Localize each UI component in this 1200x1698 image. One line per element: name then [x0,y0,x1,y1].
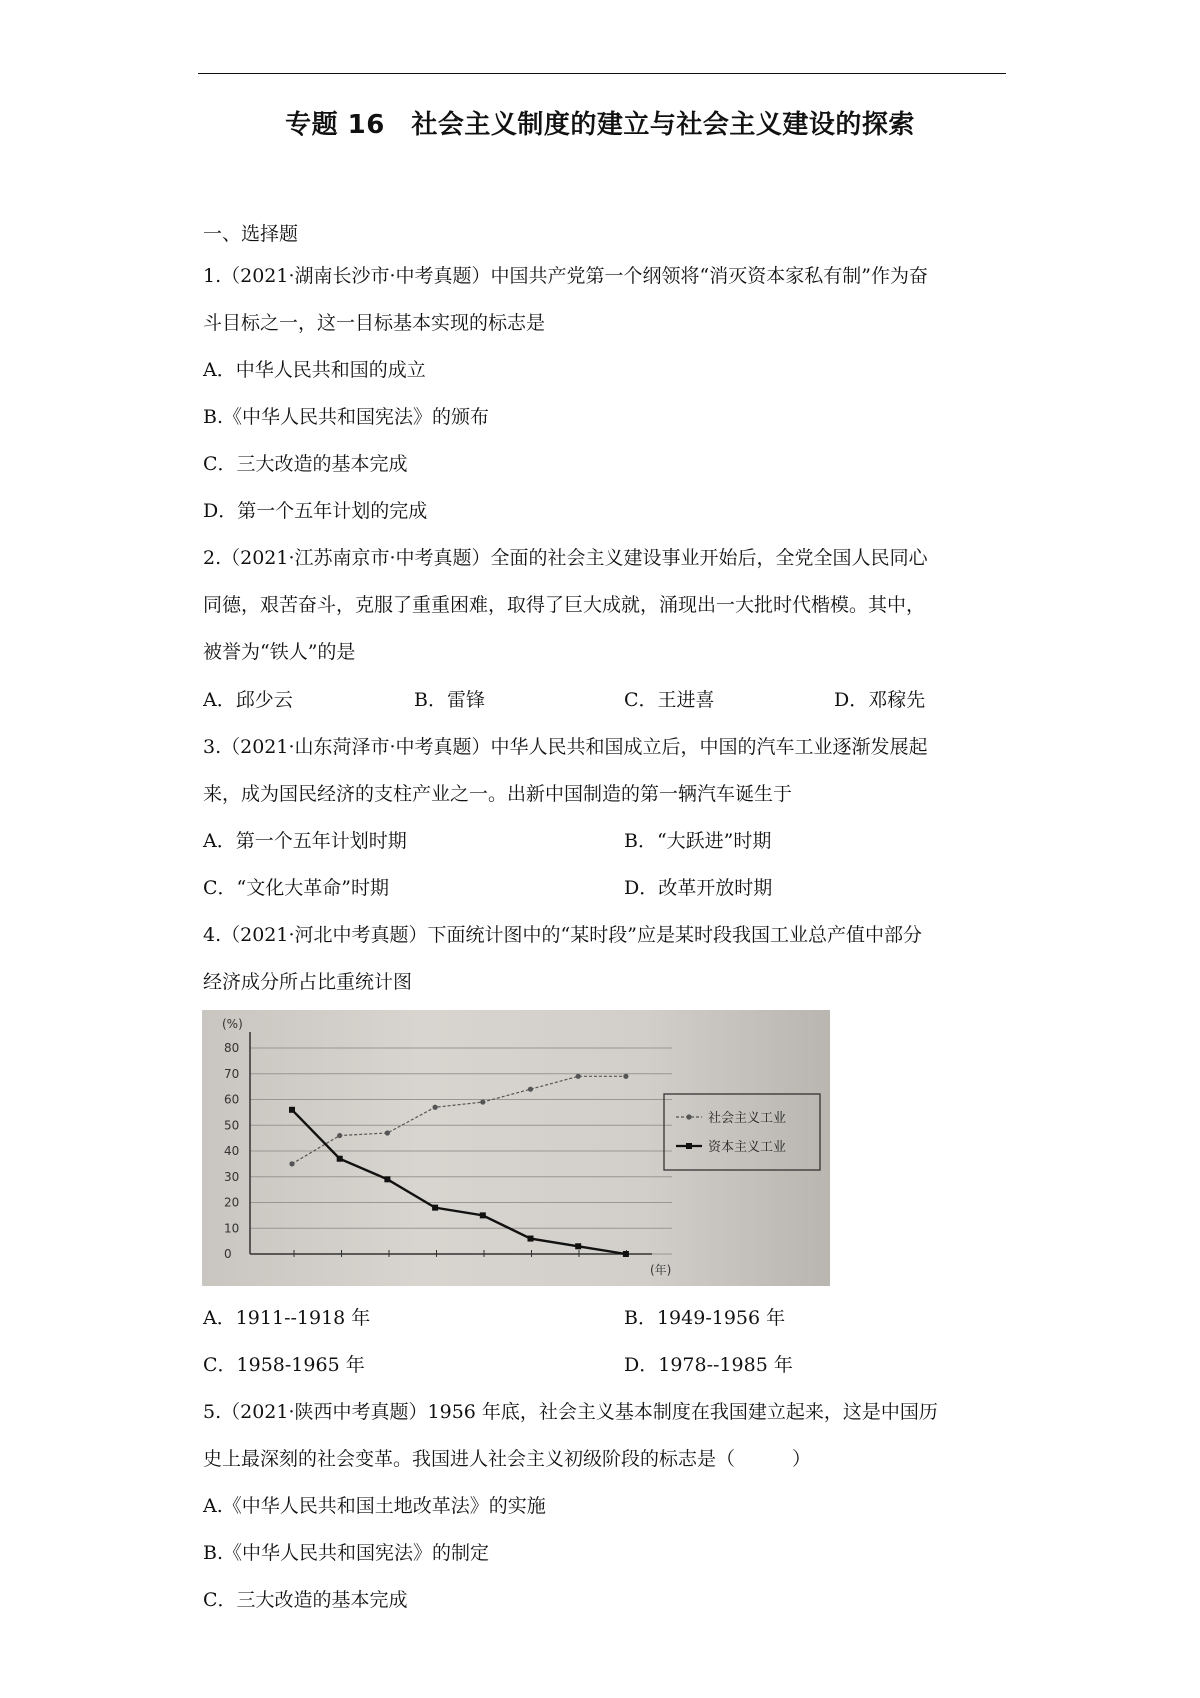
y-axis-label: (%) [222,1017,243,1031]
data-point [528,1236,534,1242]
q3-stem-line2: 来，成为国民经济的支柱产业之一。出新中国制造的第一辆汽车诞生于 [203,783,793,805]
q1-option-d: D．第一个五年计划的完成 [203,500,428,522]
q4-option-d: D．1978--1985 年 [624,1354,793,1376]
q2-option-b: B．雷锋 [414,689,485,711]
data-point [337,1133,342,1138]
y-tick-label: 30 [224,1169,240,1184]
y-tick-label: 60 [224,1092,240,1107]
y-tick-label: 70 [224,1066,240,1081]
series-line [292,1110,626,1254]
chart-photo [202,1010,830,1286]
q5-option-a: A.《中华人民共和国土地改革法》的实施 [203,1495,546,1517]
q4-option-b: B．1949-1956 年 [624,1307,786,1329]
q1-stem-line2: 斗目标之一，这一目标基本实现的标志是 [203,312,546,334]
data-point [433,1105,438,1110]
q2-option-c: C．王进喜 [624,689,715,711]
q5-option-c: C．三大改造的基本完成 [203,1589,408,1611]
y-tick-label: 80 [224,1041,240,1055]
data-point [623,1251,629,1257]
data-point [289,1161,294,1166]
q2-stem-line2: 同德，艰苦奋斗，克服了重重困难，取得了巨大成就，涌现出一大批时代楷模。其中， [203,594,926,616]
data-point [337,1156,343,1162]
data-point [575,1243,581,1249]
legend-label: 资本主义工业 [708,1140,787,1155]
data-point [576,1074,581,1079]
q3-option-b: B．“大跃进”时期 [624,830,772,852]
legend-marker [686,1114,691,1119]
data-point [385,1130,390,1135]
q4-stem-line1: 4.（2021·河北中考真题）下面统计图中的“某时段”应是某时段我国工业总产值中部分 [203,924,922,946]
y-tick-label: 40 [224,1144,240,1158]
y-tick-label: 50 [224,1118,240,1133]
q2-option-d: D．邓稼先 [834,689,926,711]
data-point [480,1099,485,1104]
y-tick-label: 0 [224,1247,232,1261]
data-point [384,1176,390,1182]
legend-marker [686,1143,692,1149]
q1-option-b: B.《中华人民共和国宪法》的颁布 [203,406,490,428]
q2-stem-line3: 被誉为“铁人”的是 [203,641,356,663]
legend-box [664,1094,820,1170]
x-axis-label: (年) [650,1263,672,1277]
q4-option-a: A．1911--1918 年 [203,1307,371,1329]
data-point [528,1087,533,1092]
line-chart [202,1010,830,1286]
legend-label: 社会主义工业 [708,1111,787,1126]
data-point [432,1205,438,1211]
header-rule [198,73,1006,74]
q5-stem-line2: 史上最深刻的社会变革。我国进人社会主义初级阶段的标志是（ ） [203,1448,812,1470]
q1-option-a: A．中华人民共和国的成立 [203,359,426,381]
q5-option-b: B.《中华人民共和国宪法》的制定 [203,1542,490,1564]
y-tick-label: 20 [224,1195,240,1210]
q2-option-a: A．邱少云 [203,689,293,711]
q4-option-c: C．1958-1965 年 [203,1354,365,1376]
y-tick-label: 10 [224,1221,240,1236]
q3-stem-line1: 3.（2021·山东菏泽市·中考真题）中华人民共和国成立后，中国的汽车工业逐渐发展起 [203,736,928,758]
section-heading: 一、选择题 [203,223,299,245]
q3-option-d: D．改革开放时期 [624,877,773,899]
q3-option-a: A．第一个五年计划时期 [203,830,407,852]
q4-stem-line2: 经济成分所占比重统计图 [203,971,413,993]
q5-stem-line1: 5.（2021·陕西中考真题）1956 年底，社会主义基本制度在我国建立起来，这是中国历 [203,1401,938,1423]
data-point [480,1212,486,1218]
q3-option-c: C．“文化大革命”时期 [203,877,389,899]
data-point [289,1107,295,1113]
q1-option-c: C．三大改造的基本完成 [203,453,408,475]
q1-stem-line1: 1.（2021·湖南长沙市·中考真题）中国共产党第一个纲领将“消灭资本家私有制”作为奋 [203,265,928,287]
data-point [623,1074,628,1079]
page-title: 专题 16 社会主义制度的建立与社会主义建设的探索 [285,110,915,140]
q2-stem-line1: 2.（2021·江苏南京市·中考真题）全面的社会主义建设事业开始后，全党全国人民同心 [203,547,928,569]
